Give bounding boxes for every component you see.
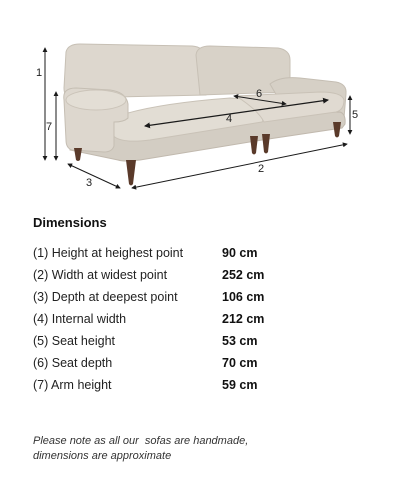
dimensions-table (33, 244, 373, 398)
dimension-value: 53 cm (222, 334, 258, 348)
dimension-callout-6: 6 (256, 88, 263, 100)
dimension-value: 59 cm (222, 378, 258, 392)
dimension-row-arm-height (33, 376, 373, 398)
dimension-callout-1: 1 (36, 67, 43, 79)
note-line-1: Please note as all our sofas are handmade, (33, 435, 249, 447)
dimension-value: 90 cm (222, 246, 258, 260)
dimension-value: 212 cm (222, 312, 265, 326)
dimension-callout-4: 4 (226, 113, 233, 125)
dimension-value: 106 cm (222, 290, 265, 304)
dimension-label: (3) Depth at deepest point (33, 290, 178, 304)
dimension-row-seat-depth (33, 354, 373, 376)
dimension-value: 252 cm (222, 268, 265, 282)
sofa-leg-middle-left (250, 136, 258, 155)
dimension-callout-7: 7 (46, 121, 53, 133)
dimension-value: 70 cm (222, 356, 258, 370)
sofa-leg-front-right (333, 122, 341, 138)
dimension-callout-3: 3 (86, 177, 93, 189)
dimensions-heading: Dimensions (33, 215, 107, 230)
sofa-illustration (0, 0, 400, 200)
dimension-row-depth (33, 288, 373, 310)
dimension-line-3 (68, 164, 120, 188)
dimension-callout-5: 5 (352, 109, 359, 121)
dimension-label: (7) Arm height (33, 378, 112, 392)
dimension-row-width (33, 266, 373, 288)
dimension-label: (6) Seat depth (33, 356, 113, 370)
dimension-label: (4) Internal width (33, 312, 127, 326)
dimension-row-internal-width (33, 310, 373, 332)
dimension-row-height (33, 244, 373, 266)
sofa-leg-front-left (126, 160, 136, 186)
sofa-dimension-diagram (0, 0, 400, 200)
dimension-label: (2) Width at widest point (33, 268, 168, 282)
dimension-row-seat-height (33, 332, 373, 354)
sofa-leg-back-left (74, 148, 82, 161)
handmade-note (33, 434, 363, 464)
note-line-2: dimensions are approximate (33, 450, 172, 462)
dimension-label: (5) Seat height (33, 334, 115, 348)
sofa-leg-middle-right (262, 134, 270, 154)
sofa-left-arm-roll (66, 90, 126, 110)
dimension-callout-2: 2 (258, 163, 265, 175)
dimension-label: (1) Height at heighest point (33, 246, 184, 260)
